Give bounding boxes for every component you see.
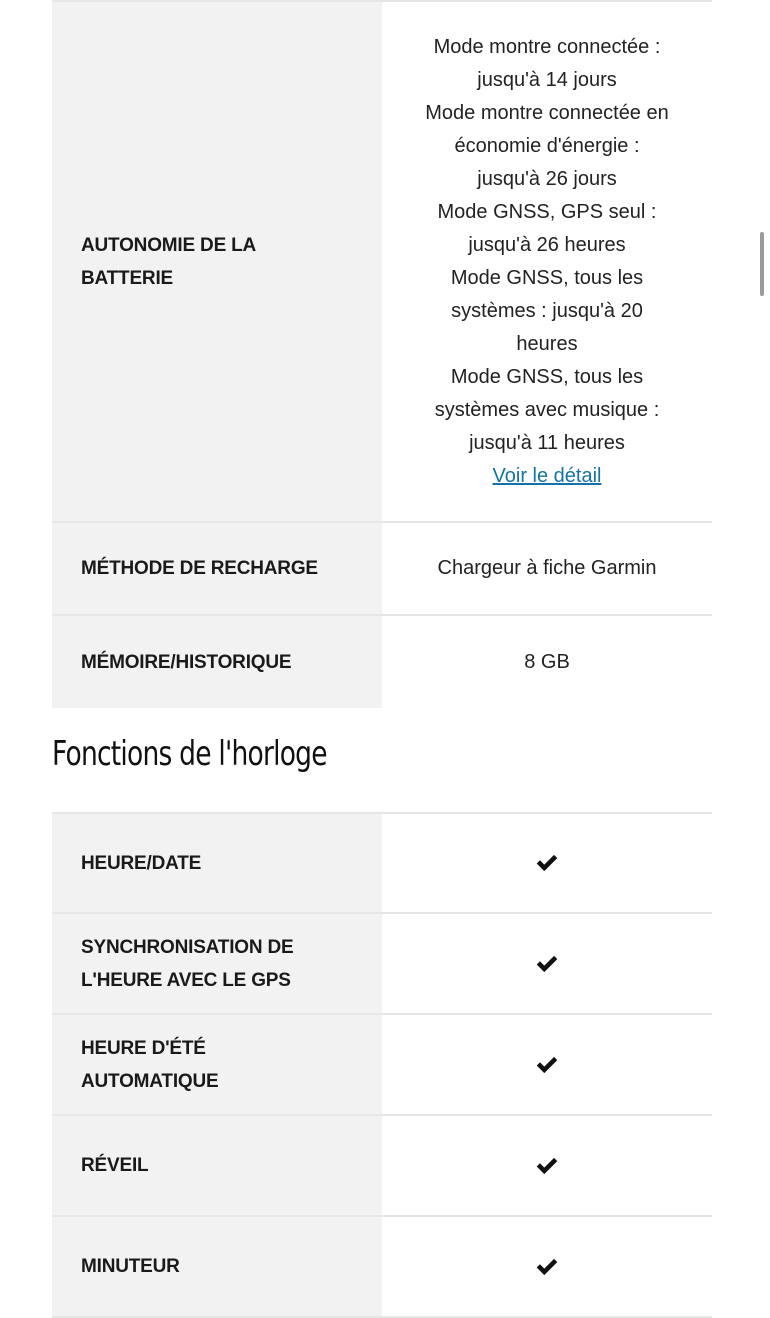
section-title-clock: Fonctions de l'horloge (52, 734, 327, 774)
spec-row-charging (52, 523, 712, 616)
spec-label-time-date: HEURE/DATE (52, 814, 382, 912)
battery-line: économie d'énergie : (454, 134, 640, 157)
battery-line: Mode GNSS, tous les (450, 365, 644, 388)
battery-line: jusqu'à 14 jours (477, 68, 617, 91)
battery-line: Mode GNSS, tous les (450, 266, 644, 289)
spec-label-gps-time-sync: SYNCHRONISATION DE L'HEURE AVEC LE GPS (52, 914, 382, 1013)
spec-value-timer (382, 1217, 712, 1316)
spec-label-battery: AUTONOMIE DE LA BATTERIE (52, 2, 382, 521)
battery-line: jusqu'à 11 heures (469, 431, 625, 454)
spec-label-timer: MINUTEUR (52, 1217, 382, 1316)
battery-line: heures (516, 332, 578, 355)
battery-line: systèmes avec musique : (434, 398, 660, 421)
spec-value-memory: 8 GB (524, 650, 570, 673)
spec-value-time-date (382, 814, 712, 912)
specs-table (52, 2, 712, 708)
spec-value-alarm (382, 1116, 712, 1215)
spec-row-dst (52, 1015, 712, 1116)
spec-row-timer (52, 1217, 712, 1318)
spec-row-memory (52, 616, 712, 708)
spec-value-battery (382, 2, 712, 521)
spec-label-charging: MÉTHODE DE RECHARGE (52, 523, 382, 614)
check-icon (534, 1052, 560, 1078)
check-icon (534, 850, 560, 876)
battery-line: jusqu'à 26 heures (468, 233, 626, 256)
spec-value-gps-time-sync (382, 914, 712, 1013)
spec-label-dst: HEURE D'ÉTÉ AUTOMATIQUE (52, 1015, 382, 1114)
battery-line: jusqu'à 26 jours (477, 167, 617, 190)
check-icon (534, 1254, 560, 1280)
spec-value-charging: Chargeur à fiche Garmin (437, 557, 657, 579)
spec-label-memory: MÉMOIRE/HISTORIQUE (52, 616, 382, 708)
battery-detail-link[interactable]: Voir le détail (492, 464, 602, 487)
spec-row-time-date (52, 814, 712, 914)
check-icon (534, 1153, 560, 1179)
battery-line: Mode montre connectée en (425, 101, 669, 124)
spec-label-alarm: RÉVEIL (52, 1116, 382, 1215)
battery-line: Mode montre connectée : (433, 35, 661, 58)
spec-value-dst (382, 1015, 712, 1114)
check-icon (534, 951, 560, 977)
battery-line: Mode GNSS, GPS seul : (437, 200, 657, 223)
spec-row-battery (52, 2, 712, 523)
spec-row-gps-time-sync (52, 914, 712, 1015)
scrollbar[interactable] (760, 232, 764, 296)
battery-line: systèmes : jusqu'à 20 (451, 299, 643, 322)
clock-functions-table (52, 812, 712, 1318)
spec-row-alarm (52, 1116, 712, 1217)
